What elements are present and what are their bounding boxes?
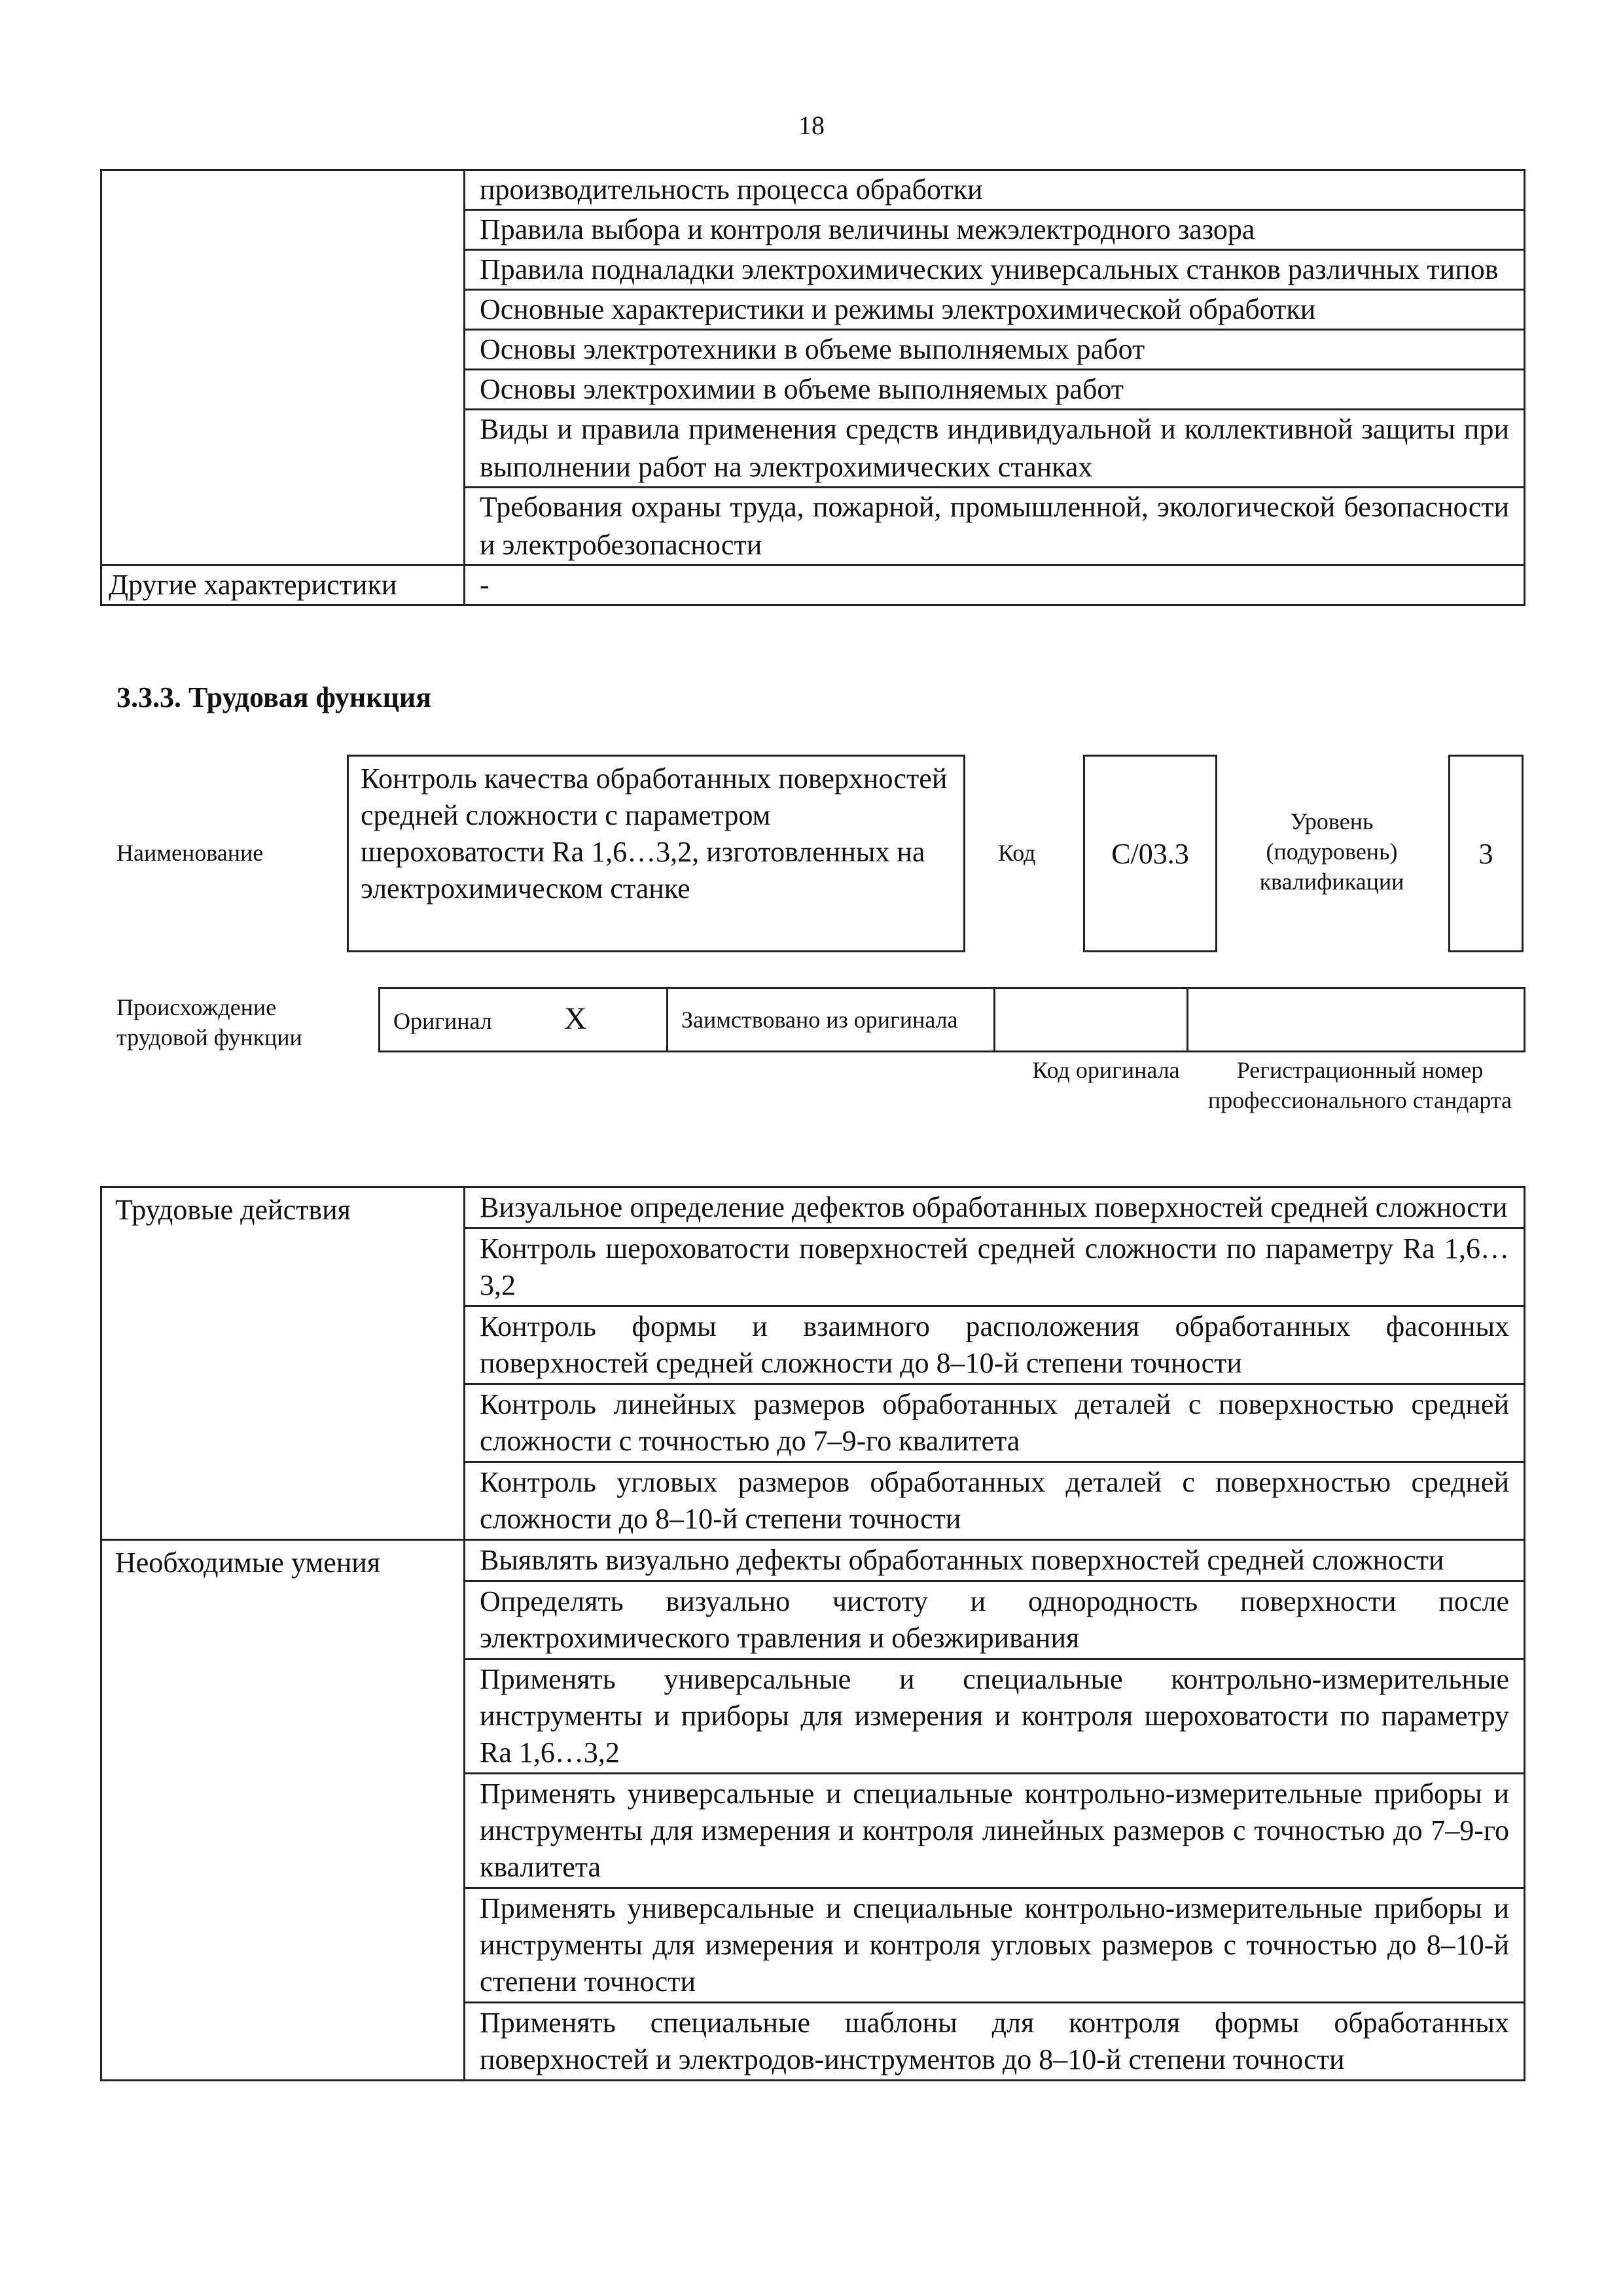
knowledge-item: производительность процесса обработки xyxy=(465,170,1525,210)
labor-action-item: Контроль линейных размеров обработанных деталей с поверхностью средней сложности с точностью до 7–9-го квалитета xyxy=(465,1384,1525,1462)
level-label: Уровень (подуровень) квалификации xyxy=(1259,808,1404,895)
skill-item: Применять универсальные и специальные контрольно-измерительные инструменты и приборы для измерения и контроля шероховатости по параметру Ra 1,6…3,2 xyxy=(465,1659,1525,1774)
skill-item: Выявлять визуально дефекты обработанных поверхностей средней сложности xyxy=(465,1540,1525,1581)
skill-item: Определять визуально чистоту и однородность поверхности после электрохимического травления и обезжиривания xyxy=(465,1581,1525,1659)
table-row xyxy=(380,988,1525,1052)
code-original-label: Код оригинала xyxy=(1032,1057,1180,1083)
table-row xyxy=(101,170,1525,210)
origin-label: Происхождение трудовой функции xyxy=(116,994,302,1050)
labor-action-item: Контроль угловых размеров обработанных деталей с поверхностью средней сложности до 8–10-й степени точности xyxy=(465,1462,1525,1540)
original-label: Оригинал xyxy=(393,1007,492,1034)
code-label: Код xyxy=(998,840,1036,866)
knowledge-label-cell xyxy=(101,170,465,565)
required-skills-label: Необходимые умения xyxy=(101,1540,465,2081)
skill-item: Применять специальные шаблоны для контроля формы обработанных поверхностей и электродов-инструментов до 8–10-й степени точности xyxy=(465,2003,1525,2081)
labor-actions-label: Трудовые действия xyxy=(101,1187,465,1540)
labor-action-item: Контроль формы и взаимного расположения обработанных фасонных поверхностей средней сложности до 8–10-й степени точности xyxy=(465,1306,1525,1384)
knowledge-item: Требования охраны труда, пожарной, промышленной, экологической безопасности и электробезопасности xyxy=(465,488,1525,565)
code-original-cell xyxy=(995,988,1188,1052)
origin-table xyxy=(378,987,1525,1052)
skill-item: Применять универсальные и специальные контрольно-измерительные приборы и инструменты для измерения и контроля угловых размеров с точностью до 8–10-й степени точности xyxy=(465,1888,1525,2003)
table-row xyxy=(101,1540,1525,1581)
reg-number-label: Регистрационный номер профессионального стандарта xyxy=(1207,1057,1512,1113)
knowledge-table xyxy=(100,169,1525,606)
knowledge-item: Виды и правила применения средств индивидуальной и коллективной защиты при выполнении работ на электрохимических станках xyxy=(465,410,1525,488)
original-cell xyxy=(380,988,668,1052)
labor-action-item: Контроль шероховатости поверхностей средней сложности по параметру Ra 1,6…3,2 xyxy=(465,1229,1525,1306)
section-title: 3.3.3. Трудовая функция xyxy=(116,681,432,713)
knowledge-item: Основы электрохимии в объеме выполняемых работ xyxy=(465,370,1525,410)
original-mark: X xyxy=(563,1001,587,1036)
table-row xyxy=(101,565,1525,605)
level-box: 3 xyxy=(1448,755,1524,952)
other-characteristics-value: - xyxy=(465,565,1525,605)
knowledge-item: Основные характеристики и режимы электрохимической обработки xyxy=(465,290,1525,330)
other-characteristics-label: Другие характеристики xyxy=(101,565,465,605)
function-name-box: Контроль качества обработанных поверхностей средней сложности с параметром шероховатости Ra 1,6…3,2, изготовленных на электрохимическом станке xyxy=(347,755,965,952)
borrowed-label: Заимствовано из оригинала xyxy=(668,988,995,1052)
skill-item: Применять универсальные и специальные контрольно-измерительные приборы и инструменты для измерения и контроля линейных размеров с точностью до 7–9-го квалитета xyxy=(465,1774,1525,1888)
knowledge-item: Правила подналадки электрохимических универсальных станков различных типов xyxy=(465,250,1525,290)
reg-number-cell xyxy=(1188,988,1525,1052)
knowledge-item: Правила выбора и контроля величины межэлектродного зазора xyxy=(465,210,1525,250)
name-label: Наименование xyxy=(116,840,264,866)
function-code-box: C/03.3 xyxy=(1083,755,1217,952)
page-number: 18 xyxy=(798,111,825,140)
labor-function-table xyxy=(100,1186,1525,2081)
table-row xyxy=(101,1187,1525,1229)
labor-action-item: Визуальное определение дефектов обработанных поверхностей средней сложности xyxy=(465,1187,1525,1229)
knowledge-item: Основы электротехники в объеме выполняемых работ xyxy=(465,330,1525,370)
